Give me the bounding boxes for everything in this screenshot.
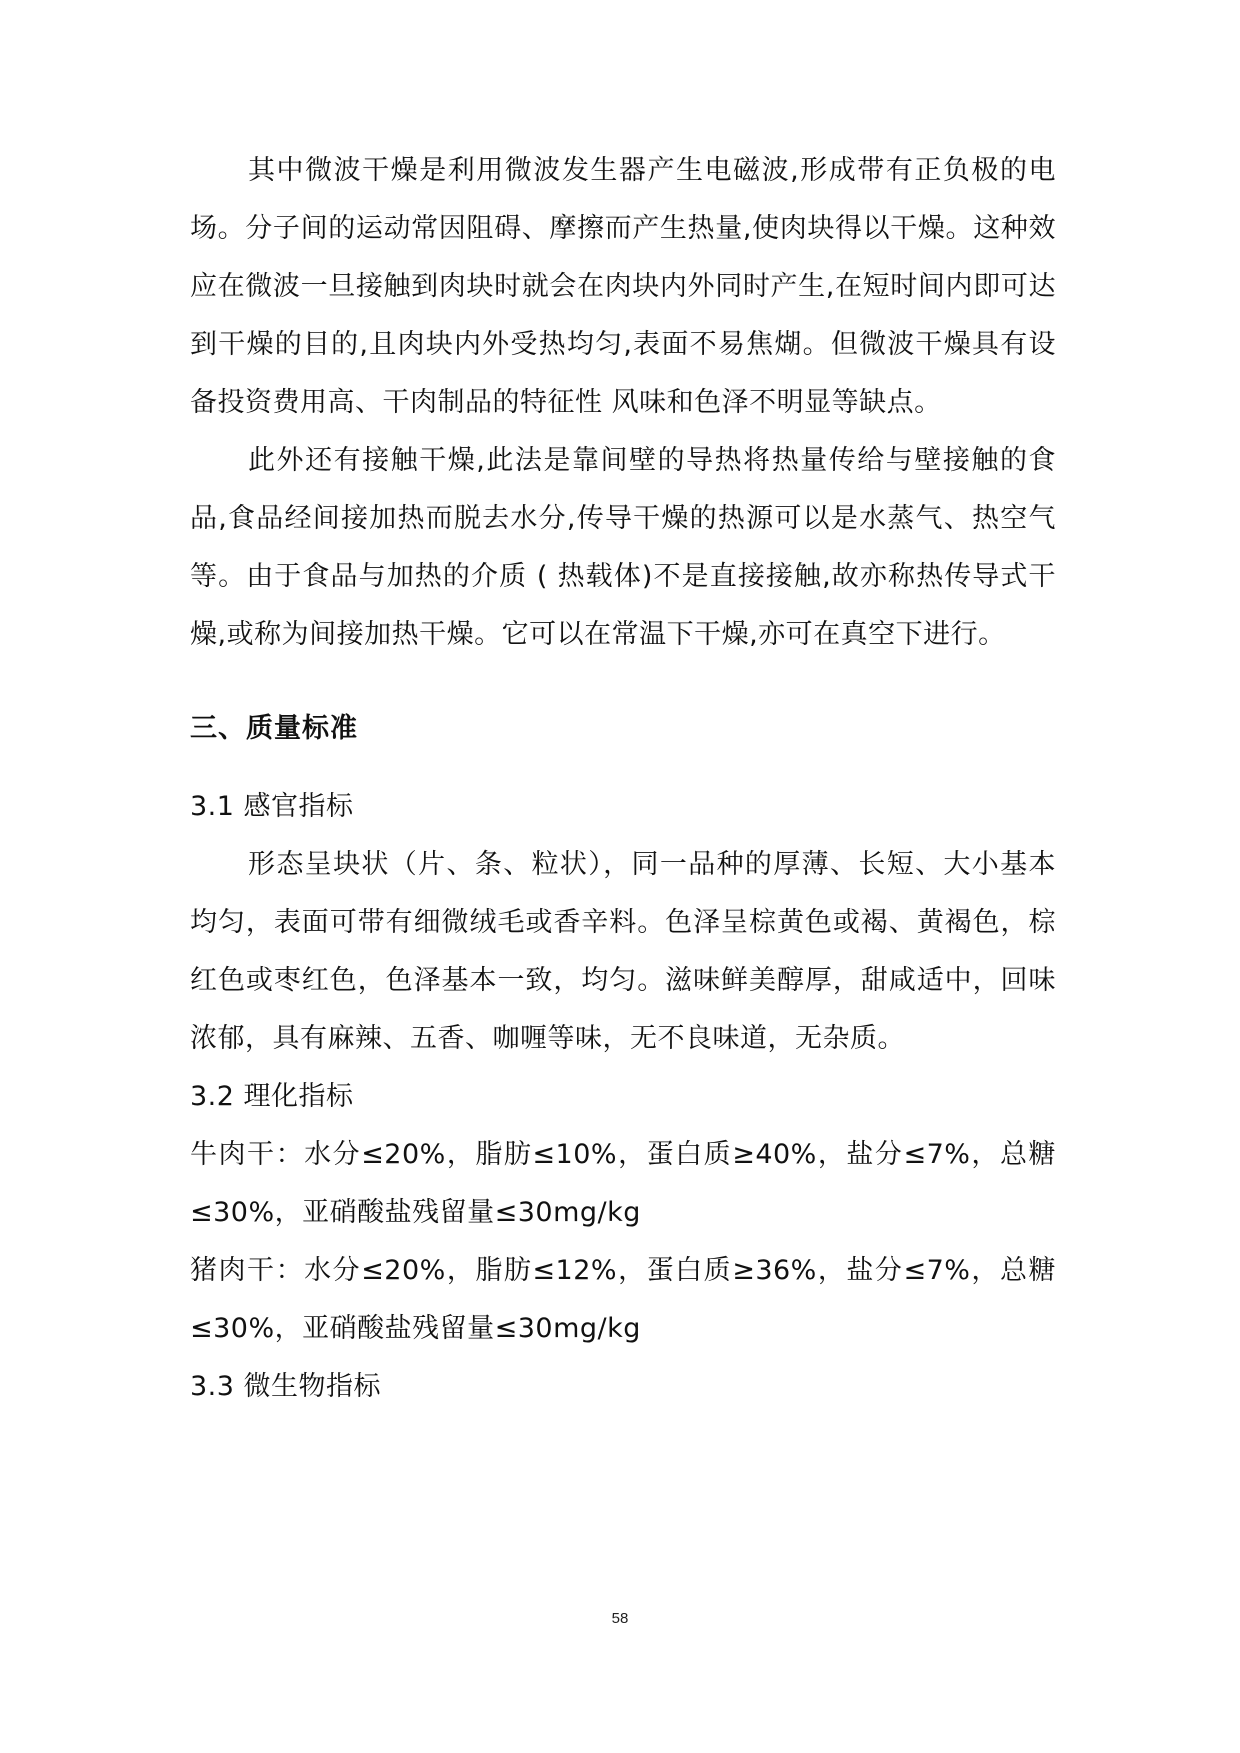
document-page — [190, 142, 1056, 1416]
subheading-sensory-index: 3.1 感官指标 — [190, 791, 354, 822]
paragraph-contact-drying: 此外还有接触干燥,此法是靠间壁的导热将热量传给与壁接触的食品,食品经间接加热而脱去水分,传导干燥的热源可以是水蒸气、热空气等。由于食品与加热的介质 ( 热载体)不是直接接触,故亦称热传导式干燥,或称为间接加热干燥。它可以在常温下干燥,亦可在真空下进行。 — [190, 445, 1056, 650]
paragraph-microwave-drying: 其中微波干燥是利用微波发生器产生电磁波,形成带有正负极的电场。分子间的运动常因阻碍、摩擦而产生热量,使肉块得以干燥。这种效应在微波一旦接触到肉块时就会在肉块内外同时产生,在短时间内即可达到干燥的目的,且肉块内外受热均匀,表面不易焦煳。但微波干燥具有设备投资费用高、干肉制品的特征性 风味和色泽不明显等缺点。 — [190, 155, 1056, 418]
paragraph-pork-jerky-index: 猪肉干：水分≤20%，脂肪≤12%，蛋白质≥36%，盐分≤7%，总糖≤30%，亚硝酸盐残留量≤30mg/kg — [190, 1255, 1056, 1344]
paragraph-beef-jerky-index: 牛肉干：水分≤20%，脂肪≤10%，蛋白质≥40%，盐分≤7%，总糖≤30%，亚硝酸盐残留量≤30mg/kg — [190, 1139, 1056, 1228]
paragraph-sensory-index: 形态呈块状（片、条、粒状），同一品种的厚薄、长短、大小基本均匀，表面可带有细微绒毛或香辛料。色泽呈棕黄色或褐、黄褐色，棕红色或枣红色，色泽基本一致，均匀。滋味鲜美醇厚，甜咸适中，回味浓郁，具有麻辣、五香、咖喱等味，无不良味道，无杂质。 — [190, 849, 1056, 1054]
section-heading-quality-standard: 三、质量标准 — [190, 713, 358, 744]
subheading-physicochemical-index: 3.2 理化指标 — [190, 1081, 354, 1112]
subheading-microbial-index: 3.3 微生物指标 — [190, 1371, 382, 1402]
page-number: 58 — [611, 1610, 629, 1627]
